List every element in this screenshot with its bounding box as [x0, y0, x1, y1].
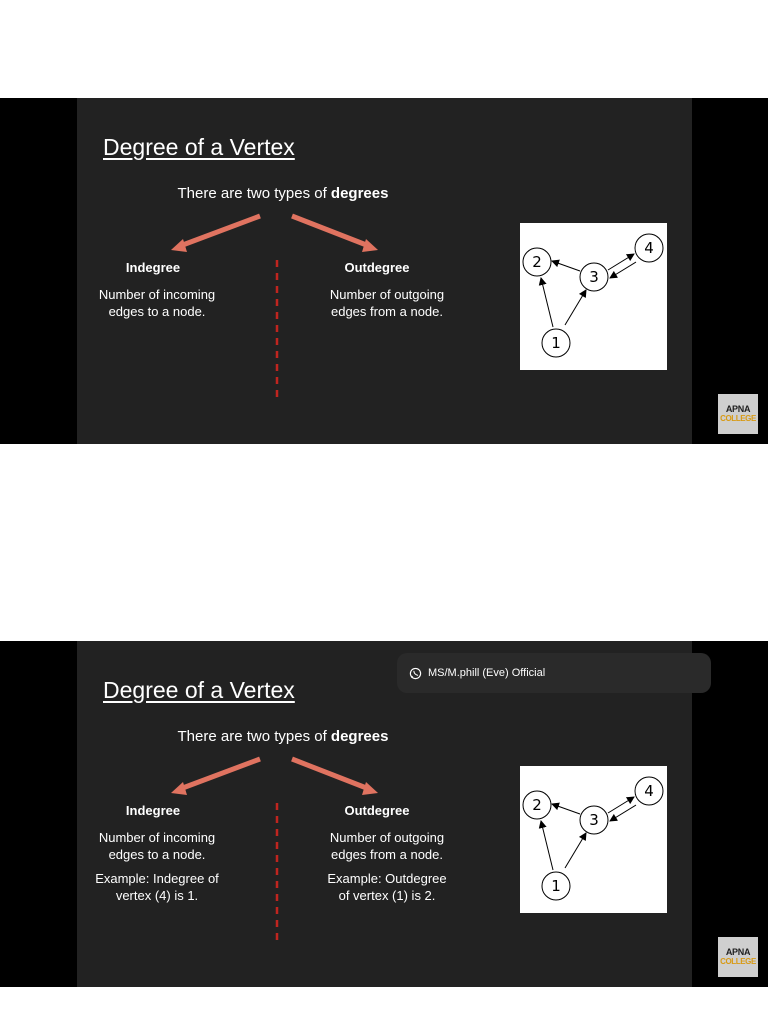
subtitle-text: There are two types of: [177, 728, 331, 745]
edge-3-2: [552, 261, 580, 271]
edge-4-3: [610, 805, 636, 821]
left-arrow-head: [171, 239, 187, 252]
svg-text:1: 1: [551, 877, 561, 895]
edge-1-2: [541, 278, 553, 327]
logo-text-line1: APNA: [725, 947, 751, 957]
outdegree-description: [307, 829, 467, 863]
graph-svg: [520, 223, 667, 370]
edge-3-2: [552, 804, 580, 814]
indegree-description: [77, 286, 237, 320]
graph-node: [580, 263, 608, 291]
indegree-description-line1: Number of incoming: [98, 830, 216, 845]
indegree-label: Indegree: [125, 260, 181, 275]
outdegree-example-line1: Example: Outdegree: [327, 871, 447, 886]
left-arrow: [180, 759, 260, 789]
slide-title: Degree of a Vertex: [103, 134, 295, 160]
logo-text-line2: COLLEGE: [720, 957, 756, 966]
apna-college-logo: [718, 937, 758, 977]
indegree-description: [77, 829, 237, 863]
video-frame-2: [0, 641, 768, 987]
outdegree-description: [307, 286, 467, 320]
subtitle-emphasis: degrees: [330, 185, 389, 202]
slide-title: Degree of a Vertex: [103, 677, 295, 703]
edge-3-4: [608, 254, 634, 270]
video-frame-1: [0, 98, 768, 444]
outdegree-description-line1: Number of outgoing: [329, 287, 445, 302]
graph-node: [542, 872, 570, 900]
indegree-description-line1: Number of incoming: [98, 287, 216, 302]
indegree-description-line2: edges to a node.: [108, 847, 206, 862]
graph-node: [523, 248, 551, 276]
svg-text:3: 3: [589, 268, 599, 286]
outdegree-description-line1: Number of outgoing: [329, 830, 445, 845]
right-arrow-head: [362, 782, 378, 795]
left-arrow: [180, 216, 260, 246]
graph-node: [635, 234, 663, 262]
subtitle-text: There are two types of: [177, 185, 331, 202]
svg-text:4: 4: [644, 782, 654, 800]
graph-diagram: [520, 766, 667, 913]
right-arrow-head: [362, 239, 378, 252]
graph-node: [542, 329, 570, 357]
edge-1-2: [541, 821, 553, 870]
graph-node: [635, 777, 663, 805]
graph-node: [523, 791, 551, 819]
edge-1-3: [565, 290, 586, 325]
graph-diagram: [520, 223, 667, 370]
graph-svg: [520, 766, 667, 913]
svg-text:4: 4: [644, 239, 654, 257]
logo-text-line1: APNA: [725, 404, 751, 414]
apna-college-logo: [718, 394, 758, 434]
edge-4-3: [610, 262, 636, 278]
svg-text:2: 2: [532, 253, 542, 271]
outdegree-example-line2: of vertex (1) is 2.: [338, 888, 436, 903]
outdegree-label: Outdegree: [344, 803, 410, 818]
svg-text:2: 2: [532, 796, 542, 814]
graph-node: [580, 806, 608, 834]
right-arrow: [292, 216, 369, 246]
left-arrow-head: [171, 782, 187, 795]
edge-3-4: [608, 797, 634, 813]
outdegree-example: [307, 870, 467, 904]
notification-text: MS/M.phill (Eve) Official: [428, 667, 546, 679]
indegree-description-line2: edges to a node.: [108, 304, 206, 319]
slide-1: [77, 98, 692, 444]
whatsapp-notification[interactable]: [397, 653, 711, 693]
outdegree-description-line2: edges from a node.: [330, 847, 444, 862]
outdegree-description-line2: edges from a node.: [330, 304, 444, 319]
indegree-example-line1: Example: Indegree of: [95, 871, 219, 886]
outdegree-label: Outdegree: [344, 260, 410, 275]
whatsapp-icon: [409, 667, 422, 680]
svg-text:3: 3: [589, 811, 599, 829]
subtitle-emphasis: degrees: [330, 728, 389, 745]
indegree-example: [77, 870, 237, 904]
edge-1-3: [565, 833, 586, 868]
indegree-label: Indegree: [125, 803, 181, 818]
right-arrow: [292, 759, 369, 789]
logo-text-line2: COLLEGE: [720, 414, 756, 423]
svg-text:1: 1: [551, 334, 561, 352]
indegree-example-line2: vertex (4) is 1.: [115, 888, 199, 903]
